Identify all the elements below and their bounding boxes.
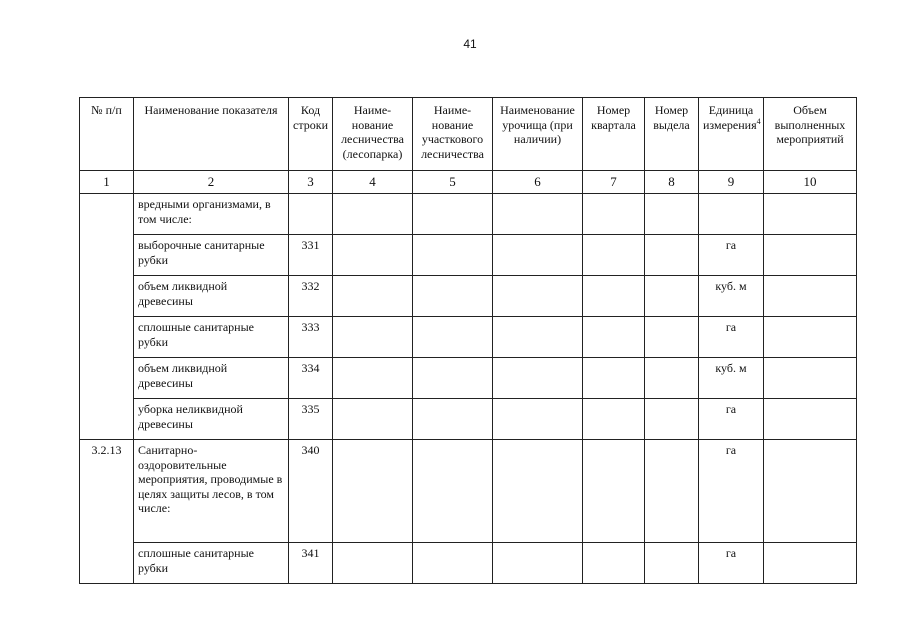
row-label: выборочные санитарные рубки [134,235,289,276]
empty-cell [333,440,413,543]
empty-cell [413,276,493,317]
row-label: сплошные санитарные рубки [134,317,289,358]
row-code: 340 [289,440,333,543]
empty-cell [583,276,645,317]
empty-cell [333,235,413,276]
row-unit: га [699,317,764,358]
report-table [79,97,857,584]
page-number: 41 [463,37,477,51]
empty-cell [645,440,699,543]
empty-cell [493,194,583,235]
header-cell-volume: Объем выполненных мероприятий [764,98,857,171]
row-code: 341 [289,543,333,584]
empty-cell [764,358,857,399]
empty-cell [583,399,645,440]
row-num-cell [80,399,134,440]
row-unit: га [699,440,764,543]
table-row [80,194,857,235]
row-unit: га [699,235,764,276]
empty-cell [413,440,493,543]
empty-cell [413,194,493,235]
empty-cell [645,194,699,235]
column-number: 5 [413,171,493,194]
empty-cell [493,358,583,399]
table-row [80,317,857,358]
table-row [80,276,857,317]
empty-cell [645,317,699,358]
empty-cell [493,543,583,584]
header-cell-district-forestry: Наиме-нование участкового лесничества [413,98,493,171]
empty-cell [333,317,413,358]
empty-cell [333,399,413,440]
row-num-cell [80,235,134,276]
row-label: уборка неликвидной древесины [134,399,289,440]
header-cell-indicator: Наименование показателя [134,98,289,171]
column-number-row [80,171,857,194]
empty-cell [764,440,857,543]
empty-cell [645,276,699,317]
empty-cell [764,543,857,584]
empty-cell [764,276,857,317]
empty-cell [645,399,699,440]
header-cell-unit [699,98,764,171]
table-row [80,358,857,399]
row-unit [699,194,764,235]
empty-cell [493,317,583,358]
row-unit: га [699,399,764,440]
row-num-cell [80,543,134,584]
empty-cell [413,399,493,440]
row-unit: куб. м [699,276,764,317]
column-number: 9 [699,171,764,194]
header-cell-quarter: Номер квартала [583,98,645,171]
row-code: 334 [289,358,333,399]
empty-cell [764,194,857,235]
column-number: 10 [764,171,857,194]
table-row [80,543,857,584]
row-unit: га [699,543,764,584]
header-row [80,98,857,171]
empty-cell [583,235,645,276]
row-code: 332 [289,276,333,317]
row-label: Санитарно-оздоровительные мероприятия, проводимые в целях защиты лесов, в том числе: [134,440,289,543]
empty-cell [583,440,645,543]
empty-cell [583,194,645,235]
row-code: 335 [289,399,333,440]
table-row [80,399,857,440]
empty-cell [764,235,857,276]
empty-cell [493,276,583,317]
empty-cell [333,543,413,584]
empty-cell [493,399,583,440]
empty-cell [413,235,493,276]
row-code: 331 [289,235,333,276]
empty-cell [493,235,583,276]
empty-cell [764,317,857,358]
column-number: 6 [493,171,583,194]
empty-cell [645,358,699,399]
row-label: объем ликвидной древесины [134,358,289,399]
row-unit: куб. м [699,358,764,399]
column-number: 3 [289,171,333,194]
column-number: 4 [333,171,413,194]
empty-cell [493,440,583,543]
empty-cell [645,235,699,276]
empty-cell [413,358,493,399]
row-label: объем ликвидной древесины [134,276,289,317]
empty-cell [583,543,645,584]
row-num-cell [80,317,134,358]
header-cell-code: Код строки [289,98,333,171]
row-code: 333 [289,317,333,358]
unit-footnote-mark: 4 [756,116,761,126]
row-code [289,194,333,235]
column-number: 1 [80,171,134,194]
header-cell-tract: Наименование урочища (при наличии) [493,98,583,171]
header-cell-allotment: Номер выдела [645,98,699,171]
table-row [80,440,857,543]
empty-cell [645,543,699,584]
row-num-cell: 3.2.13 [80,440,134,543]
empty-cell [764,399,857,440]
empty-cell [583,358,645,399]
row-label: вредными организмами, в том числе: [134,194,289,235]
empty-cell [413,317,493,358]
header-cell-num: № п/п [80,98,134,171]
row-label: сплошные санитарные рубки [134,543,289,584]
empty-cell [333,276,413,317]
empty-cell [333,194,413,235]
row-num-cell [80,358,134,399]
row-num-cell [80,276,134,317]
header-unit-text: Единица измерения [703,103,757,132]
empty-cell [413,543,493,584]
column-number: 2 [134,171,289,194]
empty-cell [333,358,413,399]
header-cell-forestry: Наиме-нование лесничества (лесопарка) [333,98,413,171]
row-num-cell [80,194,134,235]
table-row [80,235,857,276]
empty-cell [583,317,645,358]
column-number: 7 [583,171,645,194]
column-number: 8 [645,171,699,194]
